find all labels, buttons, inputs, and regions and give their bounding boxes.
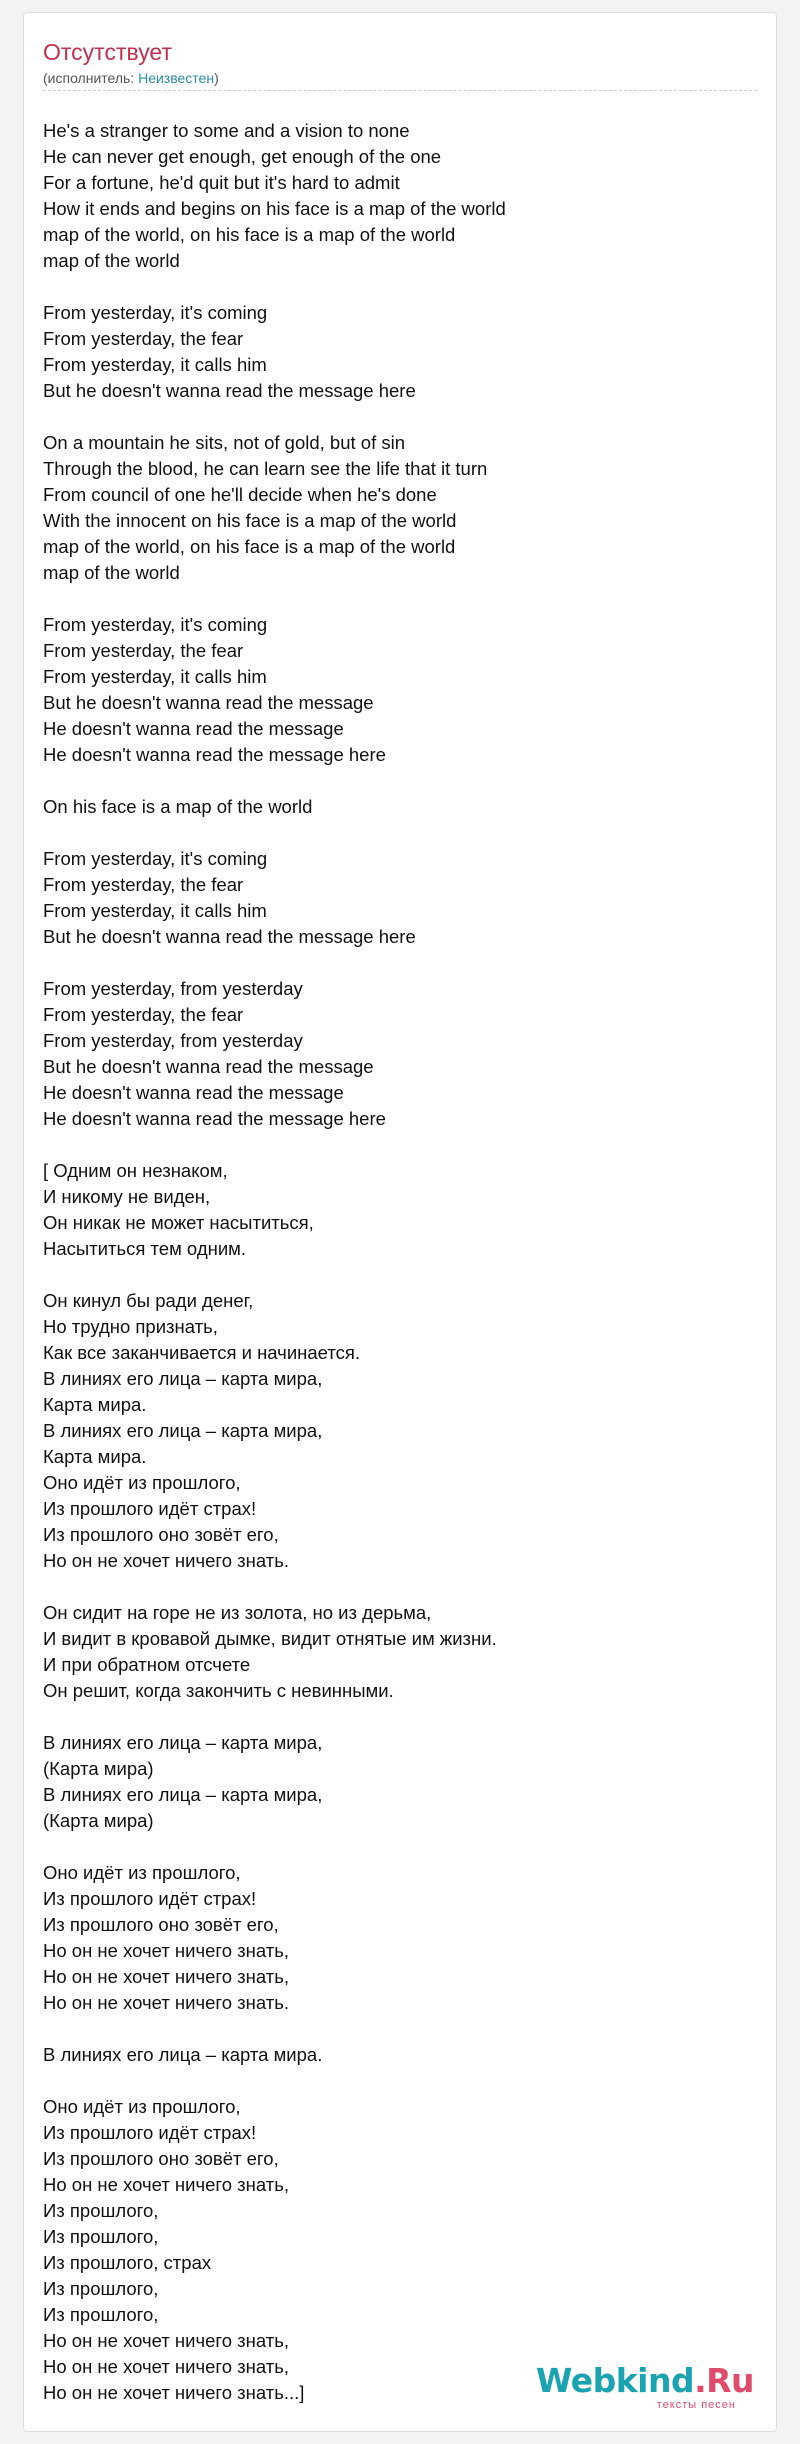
lyric-line: Из прошлого,: [43, 2304, 159, 2325]
lyric-line: И при обратном отсчете: [43, 1654, 251, 1675]
lyric-line: В линиях его лица – карта мира.: [43, 2044, 323, 2065]
lyric-line: map of the world: [43, 250, 180, 271]
lyric-line: He doesn't wanna read the message: [43, 1082, 344, 1103]
logo-ru: .Ru: [694, 2361, 755, 2400]
lyric-spacer: [43, 768, 743, 794]
lyric-line: Оно идёт из прошлого,: [43, 1472, 241, 1493]
lyric-line: But he doesn't wanna read the message here: [43, 380, 416, 401]
lyric-line: From yesterday, it's coming: [43, 614, 268, 635]
logo-wordmark: [536, 2361, 755, 2400]
lyric-line: (Карта мира): [43, 1810, 154, 1831]
lyric-line: But he doesn't wanna read the message: [43, 692, 374, 713]
lyric-line: Из прошлого оно зовёт его,: [43, 1914, 279, 1935]
lyric-spacer: [43, 1262, 743, 1288]
lyric-line: For a fortune, he'd quit but it's hard to admit: [43, 172, 400, 193]
lyric-line: But he doesn't wanna read the message here: [43, 926, 416, 947]
lyrics-card: [23, 12, 777, 2432]
lyric-line: Из прошлого идёт страх!: [43, 2122, 257, 2143]
lyric-line: Он кинул бы ради денег,: [43, 1290, 254, 1311]
artist-prefix: (исполнитель:: [43, 70, 139, 86]
lyric-line: From yesterday, from yesterday: [43, 978, 303, 999]
lyric-spacer: [43, 274, 743, 300]
lyric-spacer: [43, 1834, 743, 1860]
lyric-line: Из прошлого идёт страх!: [43, 1888, 257, 1909]
artist-line: [43, 71, 219, 85]
lyric-line: From yesterday, it calls him: [43, 666, 267, 687]
lyric-spacer: [43, 1132, 743, 1158]
lyric-line: Он сидит на горе не из золота, но из дерьма,: [43, 1602, 432, 1623]
lyric-line: From yesterday, it's coming: [43, 848, 268, 869]
lyric-line: On his face is a map of the world: [43, 796, 313, 817]
lyric-line: Он никак не может насытиться,: [43, 1212, 314, 1233]
lyric-line: From yesterday, the fear: [43, 640, 244, 661]
lyric-line: On a mountain he sits, not of gold, but of sin: [43, 432, 405, 453]
lyric-line: map of the world, on his face is a map of the world: [43, 536, 456, 557]
lyric-line: В линиях его лица – карта мира,: [43, 1368, 323, 1389]
lyric-line: Карта мира.: [43, 1446, 147, 1467]
lyric-line: Но он не хочет ничего знать,: [43, 2330, 290, 2351]
lyric-line: И видит в кровавой дымке, видит отнятые им жизни.: [43, 1628, 497, 1649]
lyric-line: Но он не хочет ничего знать,: [43, 2356, 290, 2377]
logo-web: Webkind: [536, 2361, 695, 2400]
lyric-line: From yesterday, the fear: [43, 874, 244, 895]
lyric-line: Из прошлого, страх: [43, 2252, 212, 2273]
lyric-line: How it ends and begins on his face is a map of the world: [43, 198, 506, 219]
lyric-spacer: [43, 2068, 743, 2094]
lyric-line: Но он не хочет ничего знать.: [43, 1550, 290, 1571]
lyric-line: Он решит, когда закончить с невинными.: [43, 1680, 394, 1701]
lyric-line: Но он не хочет ничего знать,: [43, 1940, 290, 1961]
lyric-line: From yesterday, it's coming: [43, 302, 268, 323]
lyric-line: Но трудно признать,: [43, 1316, 218, 1337]
lyric-line: From yesterday, the fear: [43, 328, 244, 349]
lyric-line: В линиях его лица – карта мира,: [43, 1420, 323, 1441]
lyric-line: From council of one he'll decide when he's done: [43, 484, 437, 505]
lyric-line: Но он не хочет ничего знать,: [43, 2174, 290, 2195]
lyric-line: Но он не хочет ничего знать,: [43, 1966, 290, 1987]
lyric-line: From yesterday, it calls him: [43, 900, 267, 921]
lyric-spacer: [43, 1704, 743, 1730]
lyric-line: Карта мира.: [43, 1394, 147, 1415]
lyric-spacer: [43, 586, 743, 612]
lyric-line: Но он не хочет ничего знать.: [43, 1992, 290, 2013]
lyric-line: He doesn't wanna read the message here: [43, 744, 386, 765]
lyric-line: From yesterday, from yesterday: [43, 1030, 303, 1051]
lyric-spacer: [43, 2016, 743, 2042]
lyric-line: Из прошлого оно зовёт его,: [43, 1524, 279, 1545]
lyric-line: Но он не хочет ничего знать...]: [43, 2382, 305, 2403]
song-title: Отсутствует: [43, 39, 172, 65]
artist-link[interactable]: Неизвестен: [138, 70, 215, 86]
lyric-line: He doesn't wanna read the message here: [43, 1108, 386, 1129]
logo-tagline: тексты песен: [656, 2399, 736, 2411]
lyric-line: Из прошлого идёт страх!: [43, 1498, 257, 1519]
lyric-line: map of the world, on his face is a map of the world: [43, 224, 456, 245]
lyrics-text: [43, 118, 743, 2406]
lyric-line: В линиях его лица – карта мира,: [43, 1784, 323, 1805]
lyric-line: Through the blood, he can learn see the life that it turn: [43, 458, 488, 479]
lyric-spacer: [43, 404, 743, 430]
lyric-line: Из прошлого,: [43, 2226, 159, 2247]
lyric-line: map of the world: [43, 562, 180, 583]
lyric-line: Оно идёт из прошлого,: [43, 1862, 241, 1883]
lyric-spacer: [43, 1574, 743, 1600]
lyric-line: Насытиться тем одним.: [43, 1238, 247, 1259]
lyric-line: Из прошлого оно зовёт его,: [43, 2148, 279, 2169]
lyric-line: He doesn't wanna read the message: [43, 718, 344, 739]
lyric-spacer: [43, 820, 743, 846]
lyric-line: He's a stranger to some and a vision to none: [43, 120, 410, 141]
lyric-line: From yesterday, the fear: [43, 1004, 244, 1025]
artist-suffix: ): [214, 70, 219, 86]
header-divider: [43, 90, 757, 91]
lyric-line: И никому не виден,: [43, 1186, 211, 1207]
lyric-line: В линиях его лица – карта мира,: [43, 1732, 323, 1753]
lyric-line: He can never get enough, get enough of the one: [43, 146, 442, 167]
lyric-line: Оно идёт из прошлого,: [43, 2096, 241, 2117]
lyric-line: But he doesn't wanna read the message: [43, 1056, 374, 1077]
lyric-line: Как все заканчивается и начинается.: [43, 1342, 361, 1363]
lyric-line: Из прошлого,: [43, 2200, 159, 2221]
lyric-spacer: [43, 950, 743, 976]
lyric-line: With the innocent on his face is a map of the world: [43, 510, 457, 531]
lyric-line: From yesterday, it calls him: [43, 354, 267, 375]
lyric-line: Из прошлого,: [43, 2278, 159, 2299]
lyric-line: [ Одним он незнаком,: [43, 1160, 228, 1181]
lyric-line: (Карта мира): [43, 1758, 154, 1779]
site-logo[interactable]: [536, 2361, 755, 2411]
